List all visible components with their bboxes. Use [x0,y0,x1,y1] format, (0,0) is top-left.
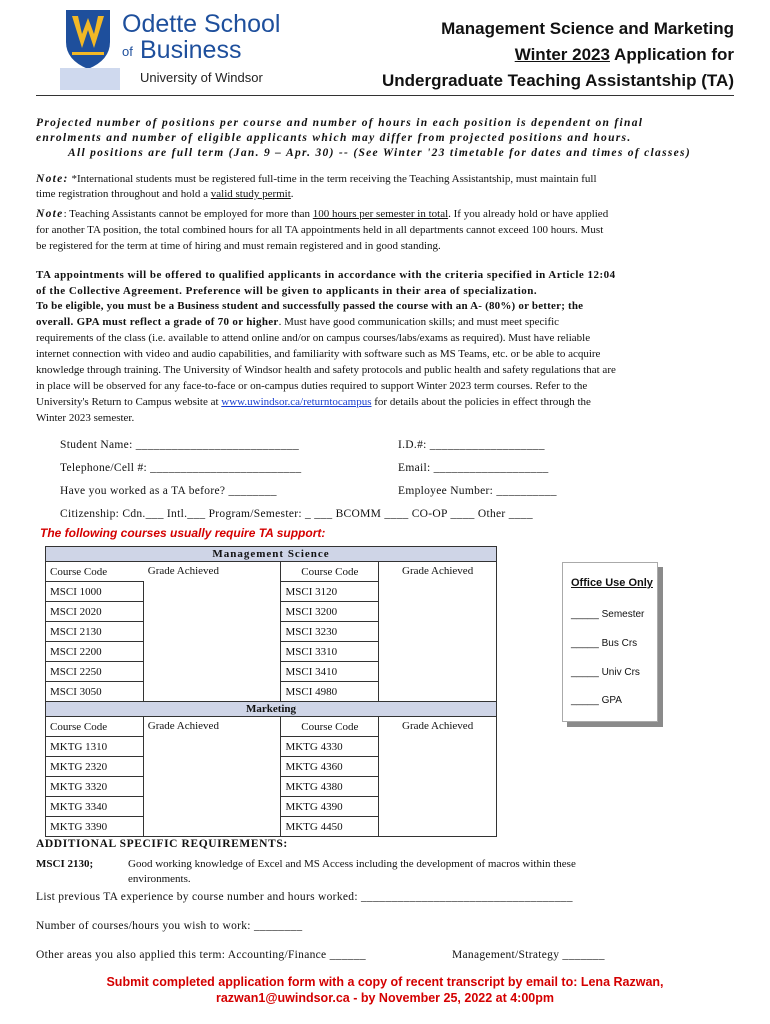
criteria-line4-rest: . Must have good communication skills; and must meet specific [278,316,560,328]
course-code: MSCI 2200 [46,642,144,662]
mk-col-grade-left: Grade Achieved [147,720,219,732]
logo-university: University of Windsor [140,70,263,85]
criteria-line2: of the Collective Agreement. Preference will be given to applicants in their area of specialization. [36,285,538,297]
mk-col-course-left: Course Code [46,717,144,737]
course-code: MKTG 3320 [46,777,144,797]
study-permit-text: valid study permit [210,188,291,200]
note-international [36,171,736,187]
course-code: MSCI 3050 [46,682,144,702]
courses-table [45,546,497,837]
criteria-line9-text: University's Return to Campus website at [36,396,222,408]
criteria-line3: To be eligible, you must be a Business student and successfully passed the course with an A- (80%) or better; the [36,300,584,312]
title-line2 [354,42,734,68]
criteria-line6: internet connection with video and audio capabilities, and familiarity with software such as MS Teams, etc. or be able to acquire [36,348,601,360]
mk-header: Marketing [46,702,497,717]
course-code: MSCI 2020 [46,602,144,622]
mk-col-grade-right: Grade Achieved [402,720,474,732]
note1-label: Note: [36,173,69,185]
course-code: MSCI 2250 [46,662,144,682]
student-name-field[interactable]: Student Name: ___________________________ [60,439,300,451]
telephone-field[interactable]: Telephone/Cell #: _________________________ [60,462,302,474]
course-code: MSCI 2130 [46,622,144,642]
citizenship-program-field[interactable]: Citizenship: Cdn.___ Intl.___ Program/Semester: _ ___ BCOMM ____ CO-OP ____ Other ____ [60,508,533,520]
ms-col-course-left: Course Code [46,562,144,582]
intro-line2: enrolments and number of eligible applicants which may differ from projected positions and hours. [36,132,632,144]
submit-instructions [60,974,710,1006]
title-term: Winter 2023 [514,45,610,64]
office-use-box [562,562,658,722]
email-field[interactable]: Email: ___________________ [398,462,549,474]
msci-2130-text: Good working knowledge of Excel and MS Access including the development of macros within these [128,858,576,870]
id-field[interactable]: I.D.#: ___________________ [398,439,545,451]
title-line1: Management Science and Marketing [441,19,734,38]
ta-before-field[interactable]: Have you worked as a TA before? ________ [60,485,277,497]
title-divider [36,95,734,96]
course-code: MKTG 4360 [281,757,379,777]
msci-2130-label: MSCI 2130; [36,858,94,870]
course-code: MKTG 4380 [281,777,379,797]
courses-hours-field[interactable]: Number of courses/hours you wish to work: ________ [36,920,303,932]
logo-school-name: Odette School [122,10,281,38]
ms-col-grade-right: Grade Achieved [402,565,474,577]
ms-col-grade-left: Grade Achieved [147,565,219,577]
criteria-line9-rest: for details about the policies in effect through the [371,396,591,408]
ms-grade-cell-right[interactable] [379,562,497,702]
course-code: MSCI 3410 [281,662,379,682]
criteria-line8: in place will be observed for any face-to-face or on-campus duties required to support Winter 2023 term courses. Refer to the [36,380,588,392]
odette-logo [60,8,292,92]
criteria-line1: TA appointments will be offered to qualified applicants in accordance with the criteria specified in Article 12:04 [36,269,616,281]
criteria-line9 [36,394,591,410]
office-bus-crs: _____ Bus Crs [571,638,638,649]
note1-period: . [290,188,294,200]
office-univ-crs: _____ Univ Crs [571,667,640,678]
course-code: MKTG 3340 [46,797,144,817]
note2-text: Teaching Assistants cannot be employed for more than [66,208,313,220]
ms-col-course-right: Course Code [281,562,379,582]
office-semester: _____ Semester [571,609,645,620]
previous-ta-experience-field[interactable]: List previous TA experience by course number and hours worked: ___________________________________ [36,891,573,903]
management-strategy-field[interactable]: Management/Strategy _______ [452,949,605,961]
criteria-line10: Winter 2023 semester. [36,412,135,424]
course-code: MKTG 3390 [46,817,144,837]
note2-line3: be registered for the term at time of hiring and must remain registered and in good standing. [36,240,441,252]
course-code: MSCI 3120 [281,582,379,602]
criteria-gpa: overall. GPA must reflect a grade of 70 or higher [36,316,279,328]
intro-line3: All positions are full term (Jan. 9 – Apr. 30) -- (See Winter '23 timetable for dates and times of classes) [68,147,691,159]
courses-heading: The following courses usually require TA support: [40,526,326,540]
other-areas-field[interactable]: Other areas you also applied this term: Accounting/Finance ______ [36,949,366,961]
office-gpa: _____ GPA [571,695,622,706]
logo-of: of [122,44,133,59]
note2-line2: for another TA position, the total combined hours for all TA appointments held in all departments cannot exceed 100 hours. Must [36,224,604,236]
note1-text: *International students must be registered full-time in the term receiving the Teaching Assistantship, must maintain full [68,173,597,185]
course-code: MKTG 4450 [281,817,379,837]
msci-2130-text2: environments. [128,873,191,885]
title-line2-rest: Application for [609,45,734,64]
ms-grade-cell-left[interactable] [143,562,281,702]
criteria-line5: requirements of the class (i.e. available to attend online and/or on campus courses/labs/exams as required). Must have reliable [36,332,591,344]
course-code: MSCI 3230 [281,622,379,642]
return-to-campus-link[interactable]: www.uwindsor.ca/returntocampus [221,396,372,408]
note-international-line2 [36,186,294,202]
shield-icon [64,8,112,70]
note2-text-b: . If you already hold or have applied [448,208,609,220]
note2-hours-limit: 100 hours per semester in total [312,208,449,220]
submit-line1: Submit completed application form with a copy of recent transcript by email to: Lena Razwan, [106,975,664,989]
course-code: MSCI 4980 [281,682,379,702]
course-code: MSCI 1000 [46,582,144,602]
criteria-line7: knowledge through training. The University of Windsor health and safety protocols and public health and safety regulations that are [36,364,616,376]
employee-number-field[interactable]: Employee Number: __________ [398,485,557,497]
submit-line2: razwan1@uwindsor.ca - by November 25, 2022 at 4:00pm [215,991,555,1005]
note2-colon: : [63,208,67,220]
title-line3: Undergraduate Teaching Assistantship (TA) [381,71,734,90]
mk-grade-cell-left[interactable] [143,717,281,837]
mk-grade-cell-right[interactable] [379,717,497,837]
logo-business: Business [140,36,242,64]
page-title [354,16,734,94]
logo-band [60,68,120,90]
ms-header: Management Science [46,547,497,562]
criteria-line4 [36,314,559,330]
mk-col-course-right: Course Code [281,717,379,737]
additional-heading: ADDITIONAL SPECIFIC REQUIREMENTS: [36,838,288,850]
note2-label: Note [36,208,64,220]
course-code: MSCI 3200 [281,602,379,622]
course-code: MKTG 4330 [281,737,379,757]
course-code: MKTG 4390 [281,797,379,817]
note1-text-b: time registration throughout and hold a [36,188,211,200]
course-code: MKTG 1310 [46,737,144,757]
intro-line1: Projected number of positions per course and number of hours in each position is dependent on final [36,117,644,129]
note-hours [36,206,608,222]
office-use-title: Office Use Only [571,577,653,589]
course-code: MSCI 3310 [281,642,379,662]
course-code: MKTG 2320 [46,757,144,777]
